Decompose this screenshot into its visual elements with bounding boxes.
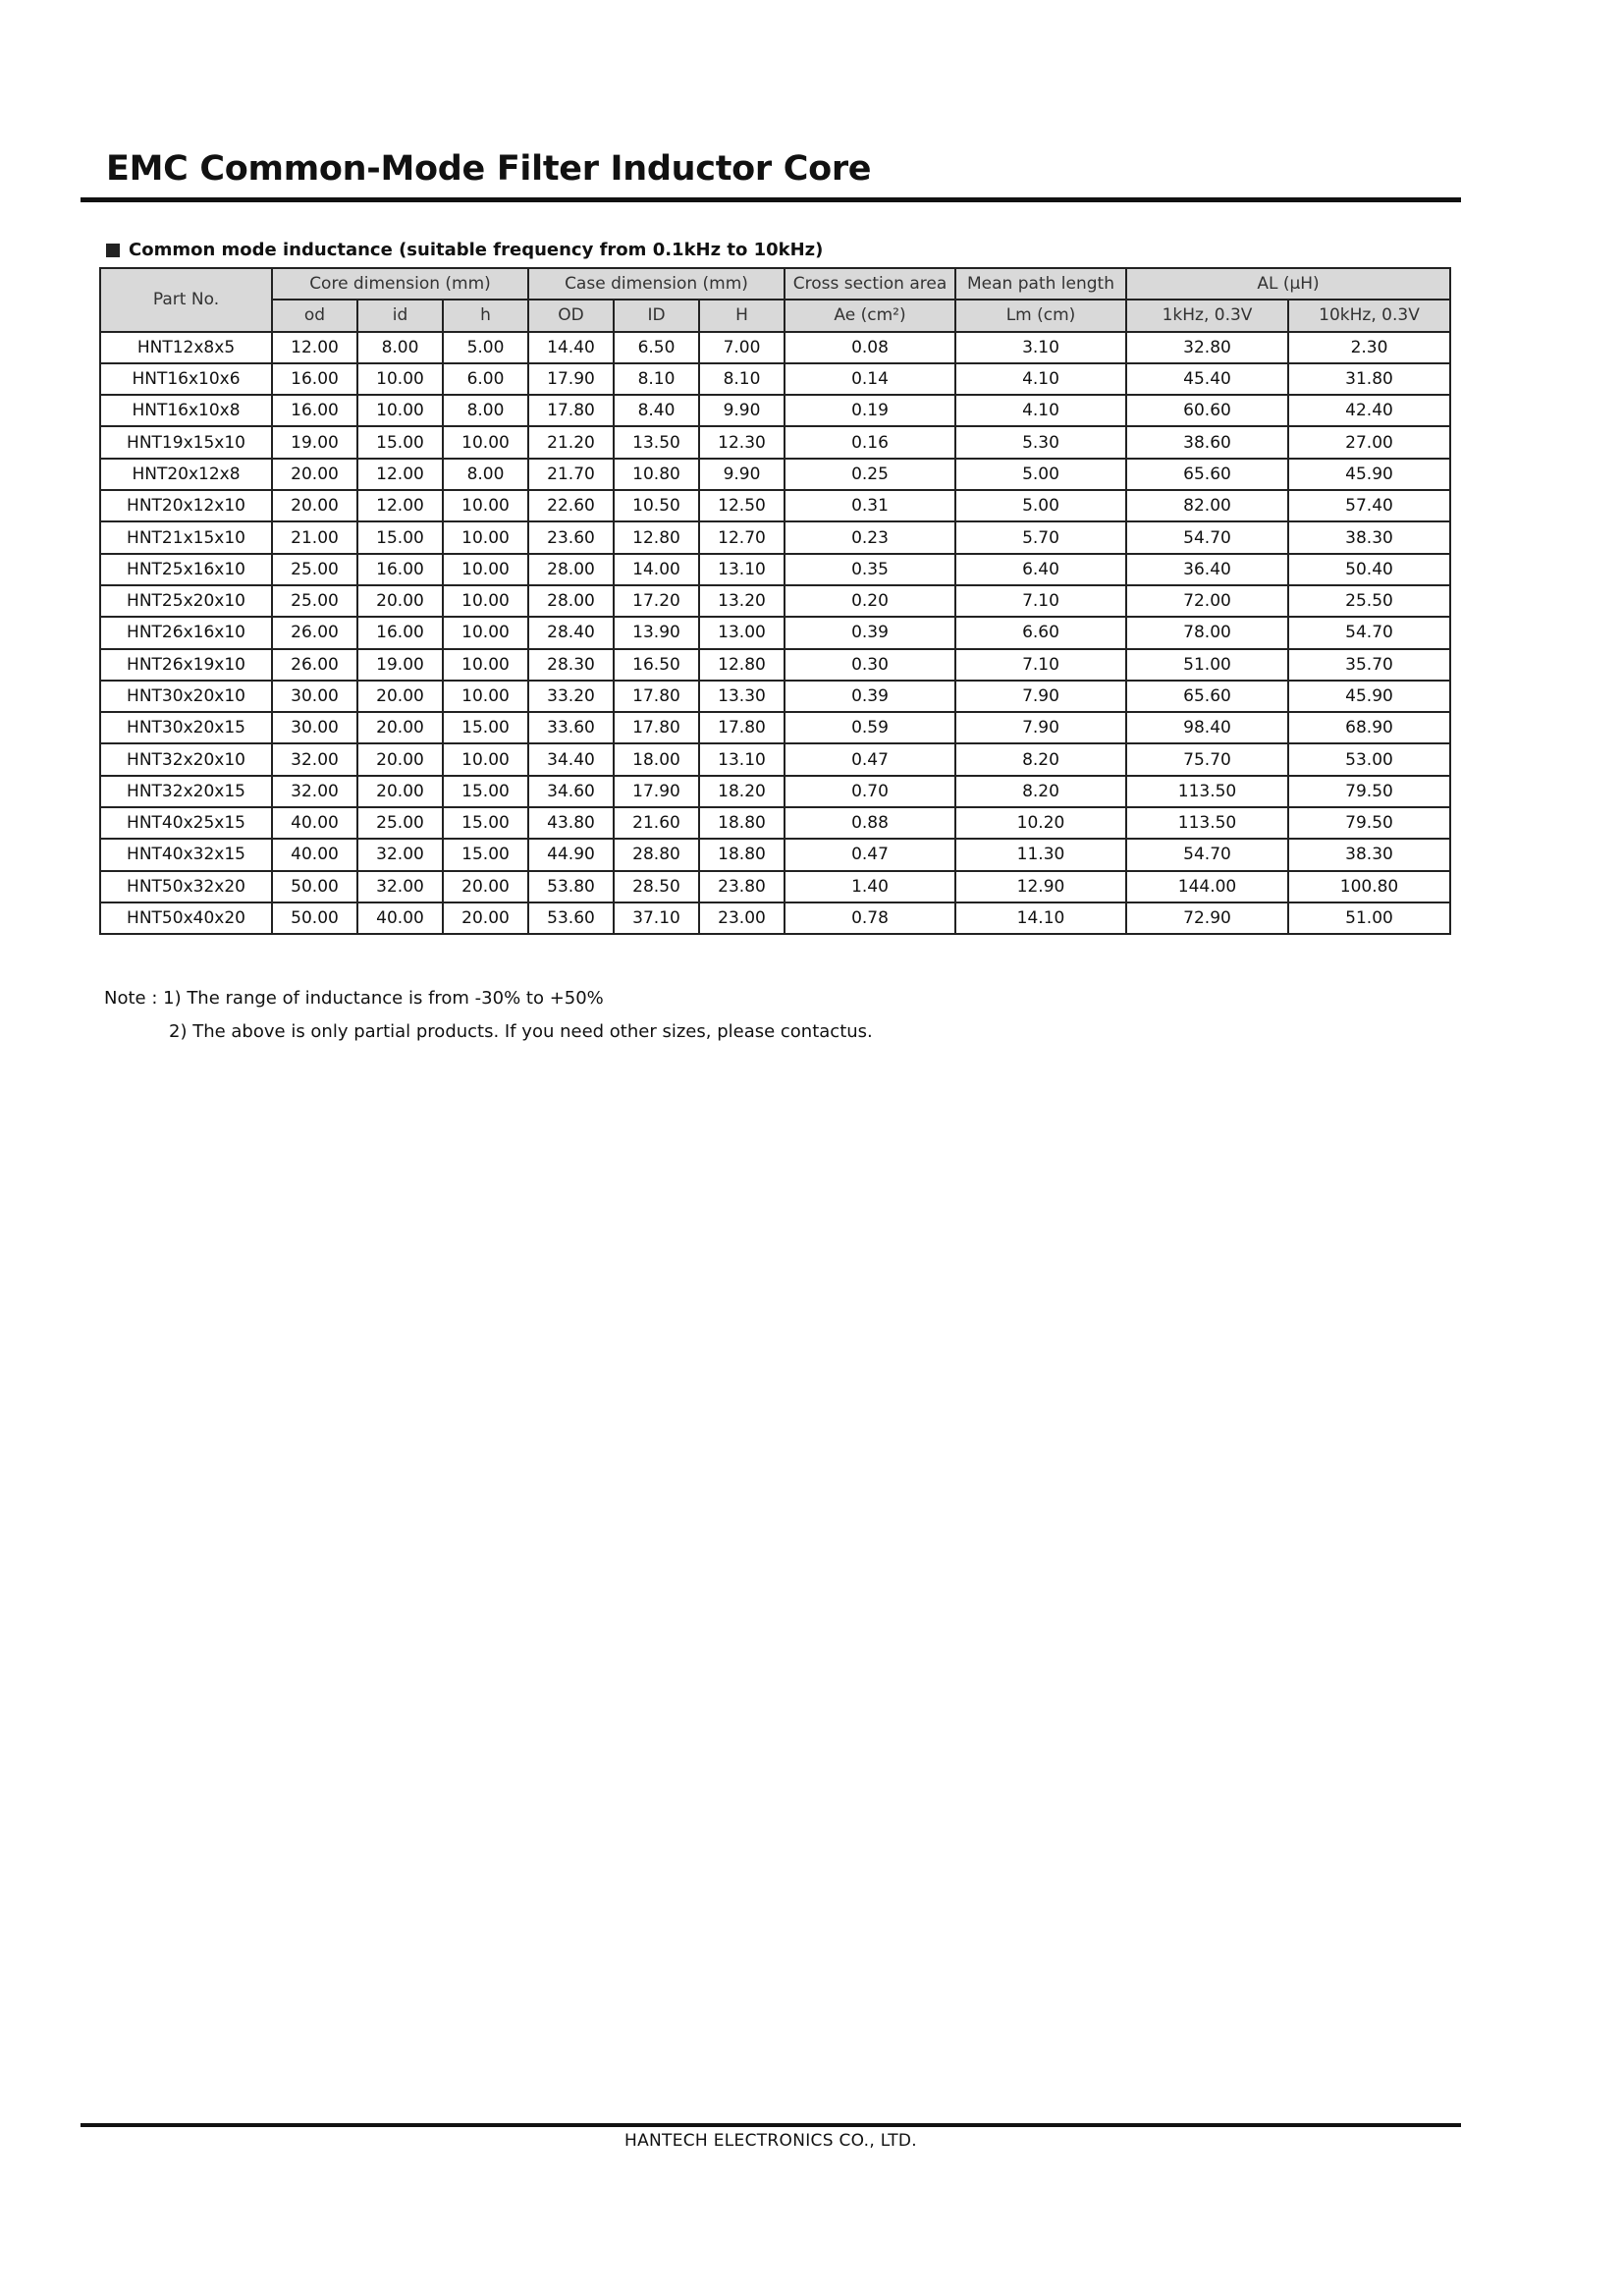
cell-case-h: 13.30 — [699, 681, 785, 712]
cell-lm: 10.20 — [955, 807, 1126, 839]
cell-case-h: 23.00 — [699, 902, 785, 934]
cell-part-no: HNT16x10x6 — [100, 363, 272, 395]
cell-case-h: 7.00 — [699, 332, 785, 363]
table-row — [100, 426, 1450, 458]
cell-lm: 6.60 — [955, 617, 1126, 648]
cell-ae: 0.23 — [785, 521, 955, 553]
cell-case-h: 23.80 — [699, 871, 785, 902]
cell-core-od: 50.00 — [272, 902, 357, 934]
cell-core-id: 10.00 — [357, 395, 443, 426]
cell-al-10khz: 35.70 — [1288, 649, 1450, 681]
cell-core-id: 16.00 — [357, 617, 443, 648]
table-row — [100, 617, 1450, 648]
cell-core-h: 10.00 — [443, 521, 528, 553]
subheader-case-od: OD — [528, 300, 614, 331]
table-body — [100, 332, 1450, 935]
header-cross-section-area: Cross section area — [785, 268, 955, 300]
table-row — [100, 681, 1450, 712]
cell-case-od: 28.30 — [528, 649, 614, 681]
cell-ae: 0.14 — [785, 363, 955, 395]
cell-al-1khz: 36.40 — [1126, 554, 1288, 585]
cell-al-1khz: 113.50 — [1126, 807, 1288, 839]
cell-al-1khz: 54.70 — [1126, 521, 1288, 553]
cell-core-od: 20.00 — [272, 459, 357, 490]
cell-case-od: 43.80 — [528, 807, 614, 839]
section-heading-text: Common mode inductance (suitable frequency from 0.1kHz to 10kHz) — [129, 240, 824, 260]
cell-part-no: HNT20x12x8 — [100, 459, 272, 490]
cell-core-od: 26.00 — [272, 649, 357, 681]
specification-table — [99, 267, 1451, 935]
cell-ae: 0.59 — [785, 712, 955, 743]
table-header — [100, 268, 1450, 332]
cell-part-no: HNT12x8x5 — [100, 332, 272, 363]
table-row — [100, 807, 1450, 839]
cell-lm: 8.20 — [955, 743, 1126, 775]
cell-core-h: 15.00 — [443, 712, 528, 743]
cell-al-10khz: 51.00 — [1288, 902, 1450, 934]
cell-case-h: 12.70 — [699, 521, 785, 553]
cell-al-1khz: 38.60 — [1126, 426, 1288, 458]
cell-case-od: 22.60 — [528, 490, 614, 521]
cell-al-1khz: 65.60 — [1126, 681, 1288, 712]
cell-part-no: HNT25x16x10 — [100, 554, 272, 585]
cell-lm: 5.30 — [955, 426, 1126, 458]
table-row — [100, 521, 1450, 553]
cell-core-h: 10.00 — [443, 554, 528, 585]
cell-part-no: HNT32x20x15 — [100, 776, 272, 807]
cell-core-od: 32.00 — [272, 743, 357, 775]
cell-case-id: 13.50 — [614, 426, 699, 458]
cell-core-od: 30.00 — [272, 712, 357, 743]
cell-case-od: 33.60 — [528, 712, 614, 743]
cell-part-no: HNT21x15x10 — [100, 521, 272, 553]
cell-ae: 0.20 — [785, 585, 955, 617]
cell-al-10khz: 68.90 — [1288, 712, 1450, 743]
cell-al-10khz: 42.40 — [1288, 395, 1450, 426]
cell-core-id: 12.00 — [357, 490, 443, 521]
cell-part-no: HNT32x20x10 — [100, 743, 272, 775]
table-row — [100, 395, 1450, 426]
cell-al-1khz: 51.00 — [1126, 649, 1288, 681]
cell-core-od: 40.00 — [272, 807, 357, 839]
cell-lm: 7.90 — [955, 712, 1126, 743]
header-al: AL (μH) — [1126, 268, 1450, 300]
cell-ae: 0.35 — [785, 554, 955, 585]
cell-ae: 1.40 — [785, 871, 955, 902]
subheader-case-id: ID — [614, 300, 699, 331]
cell-core-h: 8.00 — [443, 459, 528, 490]
table-row — [100, 585, 1450, 617]
cell-case-id: 14.00 — [614, 554, 699, 585]
cell-case-od: 33.20 — [528, 681, 614, 712]
cell-case-id: 6.50 — [614, 332, 699, 363]
table-row — [100, 776, 1450, 807]
table-row — [100, 839, 1450, 870]
cell-part-no: HNT40x25x15 — [100, 807, 272, 839]
cell-case-od: 53.80 — [528, 871, 614, 902]
black-square-icon — [106, 244, 120, 257]
cell-al-1khz: 113.50 — [1126, 776, 1288, 807]
cell-lm: 5.70 — [955, 521, 1126, 553]
cell-al-10khz: 31.80 — [1288, 363, 1450, 395]
cell-case-h: 8.10 — [699, 363, 785, 395]
cell-lm: 4.10 — [955, 395, 1126, 426]
subheader-ae: Ae (cm²) — [785, 300, 955, 331]
subheader-case-h: H — [699, 300, 785, 331]
cell-case-od: 28.40 — [528, 617, 614, 648]
cell-core-h: 10.00 — [443, 617, 528, 648]
cell-case-h: 9.90 — [699, 459, 785, 490]
cell-case-id: 17.80 — [614, 681, 699, 712]
cell-ae: 0.70 — [785, 776, 955, 807]
cell-case-od: 17.80 — [528, 395, 614, 426]
cell-al-1khz: 32.80 — [1126, 332, 1288, 363]
cell-core-id: 20.00 — [357, 776, 443, 807]
cell-part-no: HNT30x20x10 — [100, 681, 272, 712]
cell-al-1khz: 98.40 — [1126, 712, 1288, 743]
cell-core-od: 32.00 — [272, 776, 357, 807]
cell-lm: 7.10 — [955, 649, 1126, 681]
cell-case-id: 21.60 — [614, 807, 699, 839]
table-row — [100, 459, 1450, 490]
cell-lm: 4.10 — [955, 363, 1126, 395]
cell-part-no: HNT20x12x10 — [100, 490, 272, 521]
cell-core-h: 20.00 — [443, 871, 528, 902]
cell-part-no: HNT40x32x15 — [100, 839, 272, 870]
cell-al-10khz: 57.40 — [1288, 490, 1450, 521]
cell-case-id: 17.90 — [614, 776, 699, 807]
cell-case-od: 21.70 — [528, 459, 614, 490]
table-row — [100, 712, 1450, 743]
subheader-al-10khz: 10kHz, 0.3V — [1288, 300, 1450, 331]
cell-case-h: 18.80 — [699, 807, 785, 839]
cell-ae: 0.25 — [785, 459, 955, 490]
title-divider — [81, 197, 1461, 202]
cell-core-h: 8.00 — [443, 395, 528, 426]
cell-case-od: 17.90 — [528, 363, 614, 395]
cell-core-od: 30.00 — [272, 681, 357, 712]
cell-ae: 0.47 — [785, 839, 955, 870]
subheader-h: h — [443, 300, 528, 331]
cell-lm: 3.10 — [955, 332, 1126, 363]
header-core-dimension: Core dimension (mm) — [272, 268, 528, 300]
cell-core-h: 6.00 — [443, 363, 528, 395]
cell-part-no: HNT30x20x15 — [100, 712, 272, 743]
cell-case-h: 13.20 — [699, 585, 785, 617]
section-heading — [106, 240, 823, 260]
cell-core-od: 40.00 — [272, 839, 357, 870]
cell-part-no: HNT25x20x10 — [100, 585, 272, 617]
header-part-no: Part No. — [100, 268, 272, 332]
cell-core-od: 50.00 — [272, 871, 357, 902]
cell-case-od: 14.40 — [528, 332, 614, 363]
header-case-dimension: Case dimension (mm) — [528, 268, 785, 300]
cell-case-od: 21.20 — [528, 426, 614, 458]
cell-al-10khz: 50.40 — [1288, 554, 1450, 585]
cell-core-h: 5.00 — [443, 332, 528, 363]
cell-ae: 0.39 — [785, 617, 955, 648]
cell-core-id: 12.00 — [357, 459, 443, 490]
cell-case-od: 23.60 — [528, 521, 614, 553]
footer-company-name: HANTECH ELECTRONICS CO., LTD. — [624, 2131, 917, 2151]
cell-ae: 0.47 — [785, 743, 955, 775]
cell-al-10khz: 79.50 — [1288, 807, 1450, 839]
subheader-od: od — [272, 300, 357, 331]
cell-ae: 0.30 — [785, 649, 955, 681]
cell-al-1khz: 72.90 — [1126, 902, 1288, 934]
header-mean-path-length: Mean path length — [955, 268, 1126, 300]
cell-core-id: 20.00 — [357, 712, 443, 743]
cell-case-h: 17.80 — [699, 712, 785, 743]
cell-al-1khz: 144.00 — [1126, 871, 1288, 902]
cell-lm: 5.00 — [955, 459, 1126, 490]
cell-lm: 12.90 — [955, 871, 1126, 902]
cell-core-h: 20.00 — [443, 902, 528, 934]
cell-part-no: HNT50x32x20 — [100, 871, 272, 902]
cell-al-1khz: 75.70 — [1126, 743, 1288, 775]
cell-part-no: HNT50x40x20 — [100, 902, 272, 934]
cell-part-no: HNT16x10x8 — [100, 395, 272, 426]
cell-core-h: 10.00 — [443, 743, 528, 775]
cell-lm: 7.10 — [955, 585, 1126, 617]
cell-core-od: 26.00 — [272, 617, 357, 648]
cell-core-od: 21.00 — [272, 521, 357, 553]
cell-core-od: 16.00 — [272, 395, 357, 426]
cell-core-h: 15.00 — [443, 776, 528, 807]
cell-core-id: 20.00 — [357, 585, 443, 617]
cell-ae: 0.88 — [785, 807, 955, 839]
cell-ae: 0.39 — [785, 681, 955, 712]
page-title: EMC Common-Mode Filter Inductor Core — [106, 149, 872, 189]
cell-part-no: HNT26x19x10 — [100, 649, 272, 681]
cell-lm: 6.40 — [955, 554, 1126, 585]
cell-core-id: 25.00 — [357, 807, 443, 839]
cell-case-od: 34.40 — [528, 743, 614, 775]
cell-lm: 14.10 — [955, 902, 1126, 934]
cell-ae: 0.78 — [785, 902, 955, 934]
cell-core-od: 25.00 — [272, 554, 357, 585]
note-line-2: 2) The above is only partial products. If you need other sizes, please contactus. — [169, 1021, 873, 1042]
cell-lm: 7.90 — [955, 681, 1126, 712]
subheader-al-1khz: 1kHz, 0.3V — [1126, 300, 1288, 331]
cell-al-10khz: 2.30 — [1288, 332, 1450, 363]
cell-case-h: 12.50 — [699, 490, 785, 521]
cell-core-id: 20.00 — [357, 743, 443, 775]
notes — [104, 982, 873, 1049]
cell-core-od: 19.00 — [272, 426, 357, 458]
cell-core-id: 20.00 — [357, 681, 443, 712]
table-row — [100, 554, 1450, 585]
cell-case-id: 17.20 — [614, 585, 699, 617]
cell-core-h: 10.00 — [443, 649, 528, 681]
cell-case-id: 28.50 — [614, 871, 699, 902]
cell-part-no: HNT26x16x10 — [100, 617, 272, 648]
cell-case-id: 13.90 — [614, 617, 699, 648]
cell-core-h: 10.00 — [443, 585, 528, 617]
cell-case-h: 12.30 — [699, 426, 785, 458]
table-row — [100, 649, 1450, 681]
table-row — [100, 871, 1450, 902]
table-row — [100, 332, 1450, 363]
cell-case-h: 9.90 — [699, 395, 785, 426]
table-row — [100, 363, 1450, 395]
note-line-1: Note : 1) The range of inductance is from -30% to +50% — [104, 988, 604, 1009]
cell-case-id: 37.10 — [614, 902, 699, 934]
cell-case-id: 8.40 — [614, 395, 699, 426]
cell-core-h: 10.00 — [443, 681, 528, 712]
cell-al-10khz: 45.90 — [1288, 681, 1450, 712]
footer-divider — [81, 2123, 1461, 2127]
cell-lm: 11.30 — [955, 839, 1126, 870]
cell-al-10khz: 38.30 — [1288, 839, 1450, 870]
cell-al-1khz: 65.60 — [1126, 459, 1288, 490]
cell-core-id: 40.00 — [357, 902, 443, 934]
cell-ae: 0.08 — [785, 332, 955, 363]
cell-case-od: 53.60 — [528, 902, 614, 934]
subheader-id: id — [357, 300, 443, 331]
cell-core-id: 15.00 — [357, 521, 443, 553]
cell-al-1khz: 78.00 — [1126, 617, 1288, 648]
cell-core-h: 10.00 — [443, 426, 528, 458]
cell-core-od: 12.00 — [272, 332, 357, 363]
cell-case-id: 17.80 — [614, 712, 699, 743]
cell-part-no: HNT19x15x10 — [100, 426, 272, 458]
cell-core-id: 19.00 — [357, 649, 443, 681]
cell-case-h: 13.00 — [699, 617, 785, 648]
cell-core-id: 15.00 — [357, 426, 443, 458]
cell-case-id: 10.80 — [614, 459, 699, 490]
cell-case-id: 8.10 — [614, 363, 699, 395]
table-row — [100, 743, 1450, 775]
cell-al-10khz: 25.50 — [1288, 585, 1450, 617]
cell-ae: 0.16 — [785, 426, 955, 458]
cell-case-od: 28.00 — [528, 585, 614, 617]
cell-al-1khz: 82.00 — [1126, 490, 1288, 521]
cell-core-id: 10.00 — [357, 363, 443, 395]
cell-case-od: 28.00 — [528, 554, 614, 585]
cell-case-id: 10.50 — [614, 490, 699, 521]
cell-al-10khz: 27.00 — [1288, 426, 1450, 458]
cell-ae: 0.31 — [785, 490, 955, 521]
cell-case-h: 12.80 — [699, 649, 785, 681]
cell-core-od: 16.00 — [272, 363, 357, 395]
cell-al-1khz: 54.70 — [1126, 839, 1288, 870]
cell-al-10khz: 53.00 — [1288, 743, 1450, 775]
cell-ae: 0.19 — [785, 395, 955, 426]
cell-al-10khz: 45.90 — [1288, 459, 1450, 490]
cell-case-od: 44.90 — [528, 839, 614, 870]
cell-al-10khz: 54.70 — [1288, 617, 1450, 648]
cell-case-id: 18.00 — [614, 743, 699, 775]
cell-case-h: 13.10 — [699, 743, 785, 775]
cell-case-od: 34.60 — [528, 776, 614, 807]
cell-core-h: 15.00 — [443, 839, 528, 870]
cell-al-10khz: 79.50 — [1288, 776, 1450, 807]
cell-core-id: 8.00 — [357, 332, 443, 363]
cell-case-h: 18.80 — [699, 839, 785, 870]
cell-al-1khz: 72.00 — [1126, 585, 1288, 617]
table-row — [100, 902, 1450, 934]
cell-core-od: 20.00 — [272, 490, 357, 521]
cell-lm: 5.00 — [955, 490, 1126, 521]
subheader-lm: Lm (cm) — [955, 300, 1126, 331]
cell-case-id: 28.80 — [614, 839, 699, 870]
cell-core-h: 15.00 — [443, 807, 528, 839]
cell-core-id: 32.00 — [357, 839, 443, 870]
cell-lm: 8.20 — [955, 776, 1126, 807]
cell-core-id: 32.00 — [357, 871, 443, 902]
cell-al-1khz: 60.60 — [1126, 395, 1288, 426]
cell-core-id: 16.00 — [357, 554, 443, 585]
cell-al-1khz: 45.40 — [1126, 363, 1288, 395]
cell-al-10khz: 38.30 — [1288, 521, 1450, 553]
cell-core-h: 10.00 — [443, 490, 528, 521]
cell-case-id: 12.80 — [614, 521, 699, 553]
table-row — [100, 490, 1450, 521]
cell-al-10khz: 100.80 — [1288, 871, 1450, 902]
cell-case-id: 16.50 — [614, 649, 699, 681]
cell-case-h: 18.20 — [699, 776, 785, 807]
cell-core-od: 25.00 — [272, 585, 357, 617]
cell-case-h: 13.10 — [699, 554, 785, 585]
